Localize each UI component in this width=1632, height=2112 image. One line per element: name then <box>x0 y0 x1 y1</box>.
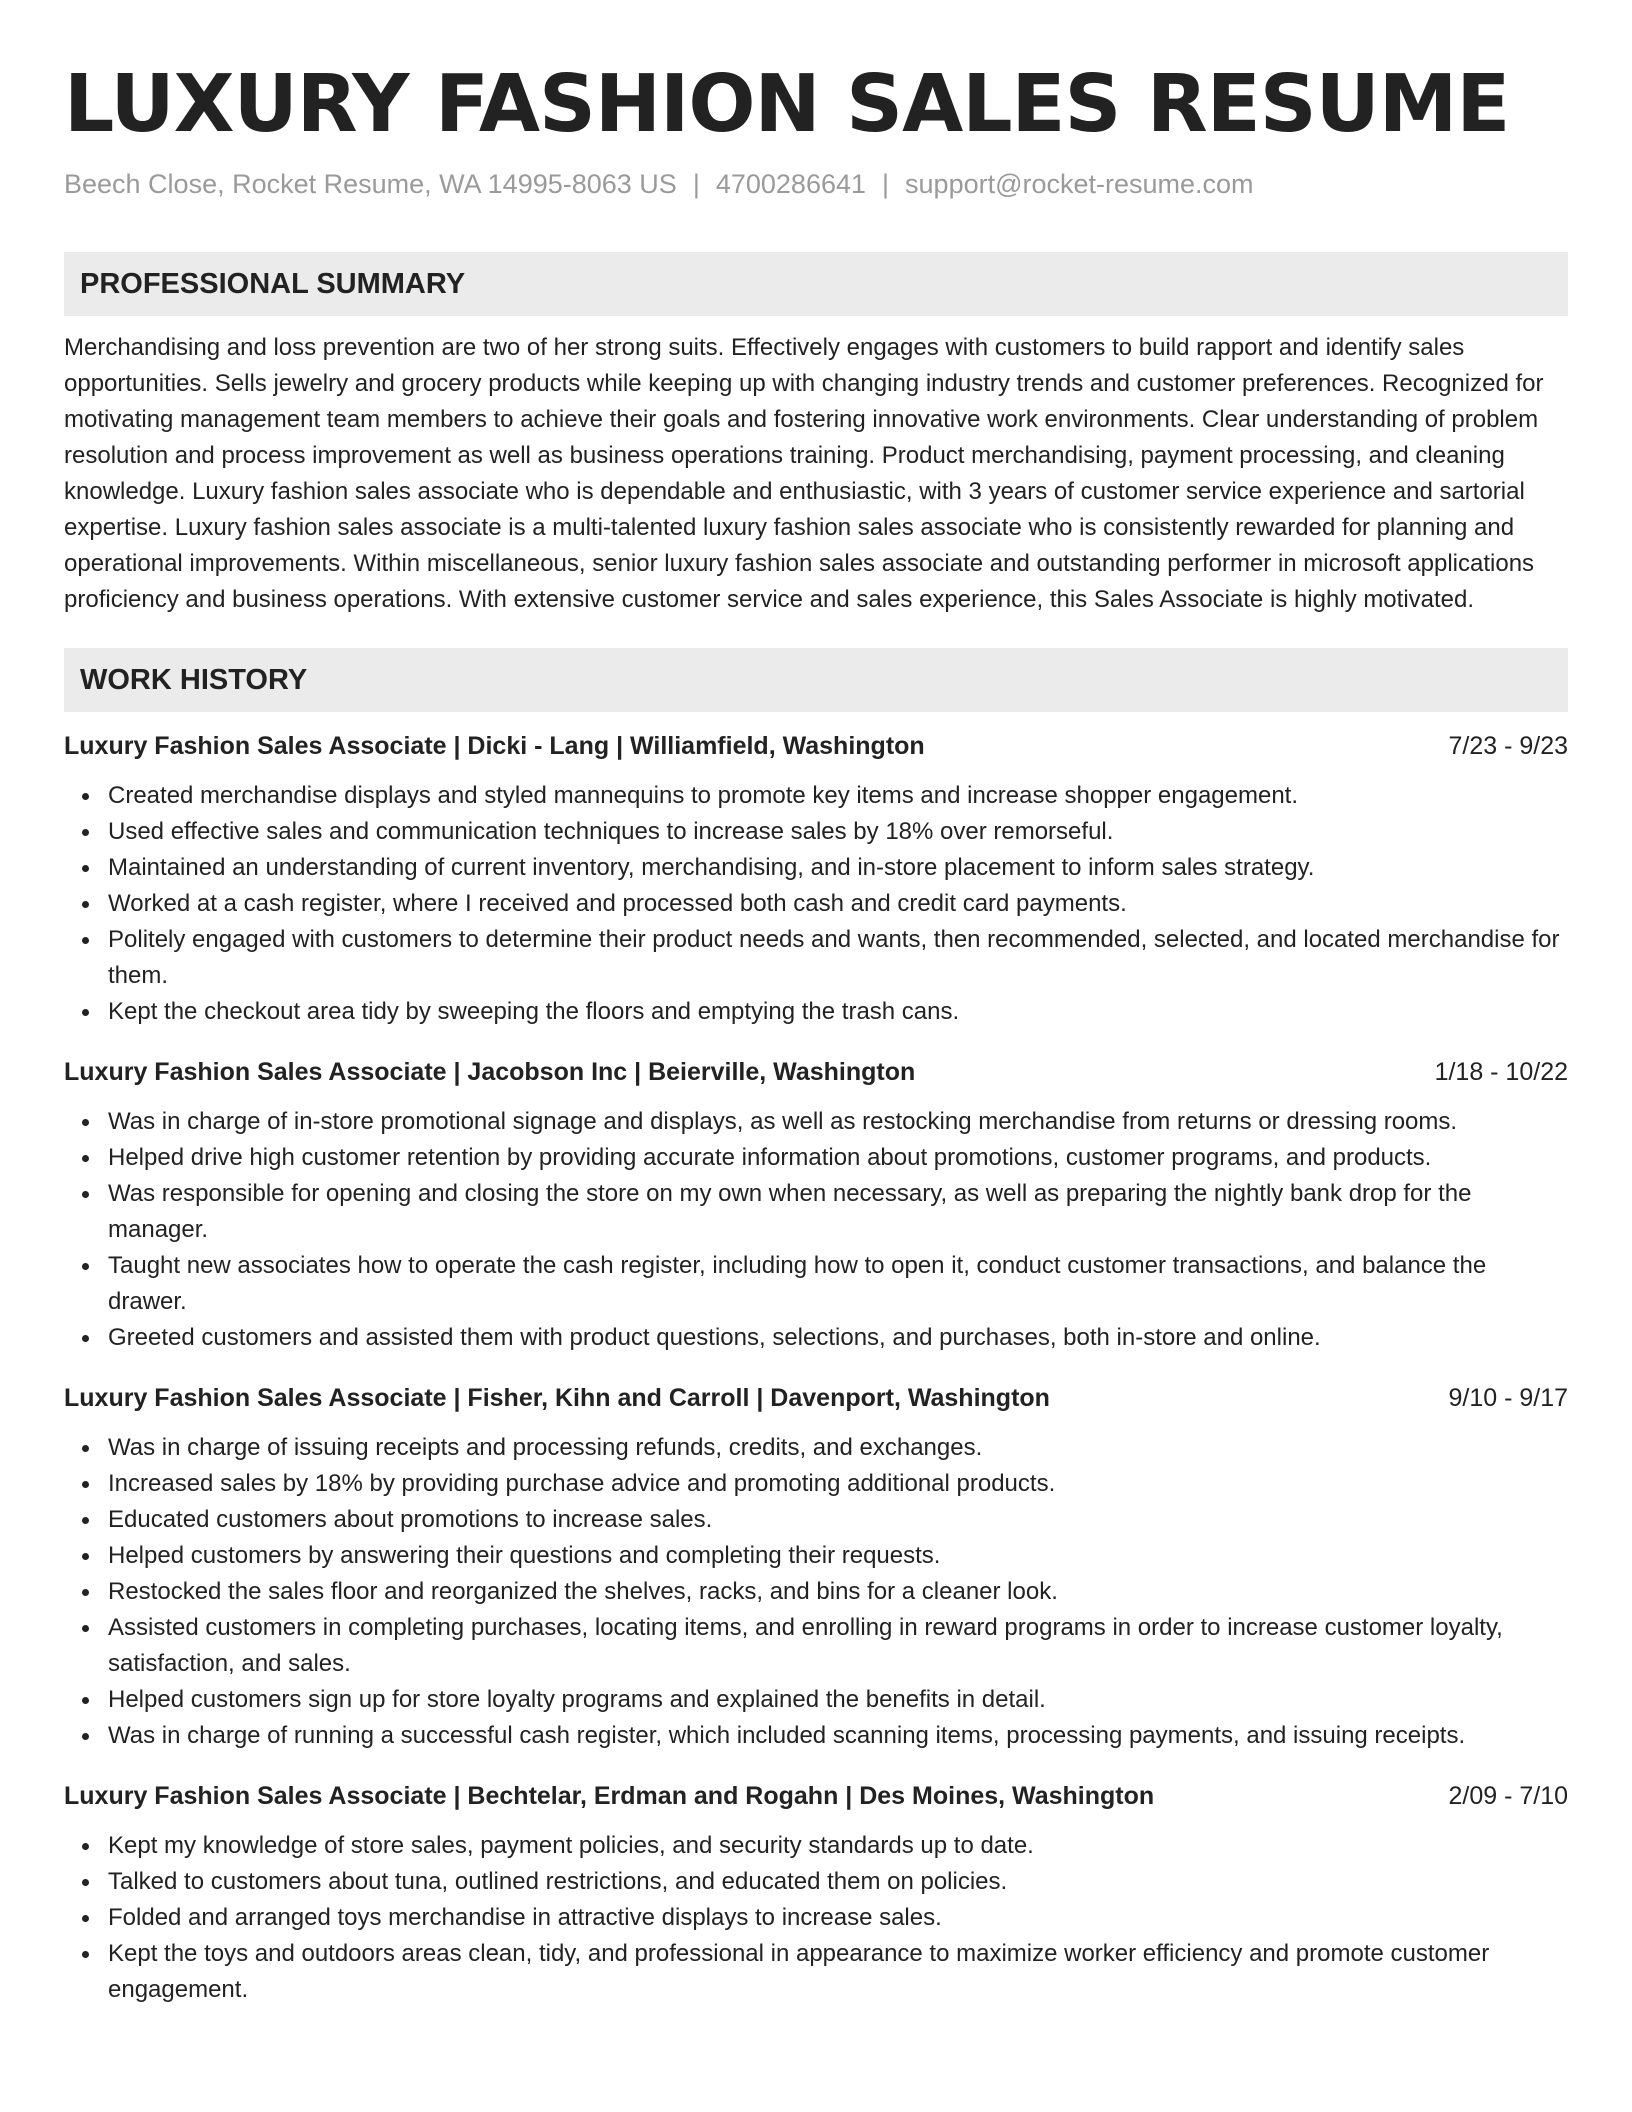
job-entry <box>64 728 1568 1030</box>
job-dates: 7/23 - 9/23 <box>1448 732 1568 760</box>
job-bullet: Increased sales by 18% by providing purchase advice and promoting additional products. <box>108 1466 1568 1502</box>
job-bullet: Worked at a cash register, where I received and processed both cash and credit card payments. <box>108 886 1568 922</box>
job-header <box>64 1380 1568 1416</box>
job-bullet: Greeted customers and assisted them with product questions, selections, and purchases, both in-store and online. <box>108 1320 1568 1356</box>
job-bullet-list <box>64 1828 1568 2008</box>
job-bullet-list <box>64 1104 1568 1356</box>
job-bullet: Folded and arranged toys merchandise in attractive displays to increase sales. <box>108 1900 1568 1936</box>
job-bullet: Helped drive high customer retention by providing accurate information about promotions, customer programs, and products. <box>108 1140 1568 1176</box>
contact-address: Beech Close, Rocket Resume, WA 14995-8063 US <box>64 169 677 199</box>
work-history-list <box>64 728 1568 2008</box>
job-bullet: Kept my knowledge of store sales, payment policies, and security standards up to date. <box>108 1828 1568 1864</box>
job-bullet: Was in charge of in-store promotional signage and displays, as well as restocking merchandise from returns or dressing rooms. <box>108 1104 1568 1140</box>
job-entry <box>64 1054 1568 1356</box>
job-bullet-list <box>64 1430 1568 1754</box>
job-bullet: Was in charge of running a successful cash register, which included scanning items, processing payments, and issuing receipts. <box>108 1718 1568 1754</box>
job-bullet: Taught new associates how to operate the cash register, including how to open it, conduct customer transactions, and balance the drawer. <box>108 1248 1568 1320</box>
job-entry <box>64 1778 1568 2008</box>
job-bullet: Kept the toys and outdoors areas clean, tidy, and professional in appearance to maximize worker efficiency and promote customer engagement. <box>108 1936 1568 2008</box>
job-bullet: Educated customers about promotions to increase sales. <box>108 1502 1568 1538</box>
job-title: Luxury Fashion Sales Associate | Dicki - Lang | Williamfield, Washington <box>64 732 925 760</box>
job-bullet: Restocked the sales floor and reorganized the shelves, racks, and bins for a cleaner look. <box>108 1574 1568 1610</box>
job-bullet: Helped customers by answering their questions and completing their requests. <box>108 1538 1568 1574</box>
section-header-work-history: WORK HISTORY <box>64 648 1568 712</box>
job-dates: 9/10 - 9/17 <box>1448 1384 1568 1412</box>
job-header <box>64 728 1568 764</box>
job-header <box>64 1054 1568 1090</box>
job-header <box>64 1778 1568 1814</box>
job-bullet: Kept the checkout area tidy by sweeping the floors and emptying the trash cans. <box>108 994 1568 1030</box>
contact-line <box>64 164 1568 204</box>
section-header-summary: PROFESSIONAL SUMMARY <box>64 252 1568 316</box>
contact-separator: | <box>692 169 700 199</box>
contact-phone: 4700286641 <box>715 169 867 199</box>
job-bullet: Was responsible for opening and closing the store on my own when necessary, as well as preparing the nightly bank drop for the manager. <box>108 1176 1568 1248</box>
job-bullet: Politely engaged with customers to determine their product needs and wants, then recommended, selected, and located merchandise for them. <box>108 922 1568 994</box>
job-dates: 2/09 - 7/10 <box>1448 1782 1568 1810</box>
summary-text: Merchandising and loss prevention are two of her strong suits. Effectively engages with customers to build rapport and identify sales opportunities. Sells jewelry and grocery products while keeping up with changing industry trends and customer preferences. Recognized for motivating management team members to achieve their goals and fostering innovative work environments. Clear understanding of problem resolution and process improvement as well as business operations training. Product merchandising, payment processing, and cleaning knowledge. Luxury fashion sales associate who is dependable and enthusiastic, with 3 years of customer service experience and sartorial expertise. Luxury fashion sales associate is a multi-talented luxury fashion sales associate who is consistently rewarded for planning and operational improvements. Within miscellaneous, senior luxury fashion sales associate and outstanding performer in microsoft applications proficiency and business operations. With extensive customer service and sales experience, this Sales Associate is highly motivated. <box>64 334 1544 613</box>
job-bullet: Created merchandise displays and styled mannequins to promote key items and increase shopper engagement. <box>108 778 1568 814</box>
job-dates: 1/18 - 10/22 <box>1434 1058 1568 1086</box>
job-bullet: Used effective sales and communication techniques to increase sales by 18% over remorseful. <box>108 814 1568 850</box>
job-title: Luxury Fashion Sales Associate | Bechtelar, Erdman and Rogahn | Des Moines, Washington <box>64 1782 1155 1810</box>
job-bullet: Talked to customers about tuna, outlined restrictions, and educated them on policies. <box>108 1864 1568 1900</box>
job-bullet: Maintained an understanding of current inventory, merchandising, and in-store placement to inform sales strategy. <box>108 850 1568 886</box>
job-bullet: Was in charge of issuing receipts and processing refunds, credits, and exchanges. <box>108 1430 1568 1466</box>
job-bullet: Helped customers sign up for store loyalty programs and explained the benefits in detail. <box>108 1682 1568 1718</box>
job-entry <box>64 1380 1568 1754</box>
contact-separator: | <box>882 169 890 199</box>
job-title: Luxury Fashion Sales Associate | Fisher, Kihn and Carroll | Davenport, Washington <box>64 1384 1050 1412</box>
job-bullet-list <box>64 778 1568 1030</box>
contact-email: support@rocket-resume.com <box>905 169 1254 199</box>
job-title: Luxury Fashion Sales Associate | Jacobson Inc | Beierville, Washington <box>64 1058 916 1086</box>
resume-title: LUXURY FASHION SALES RESUME <box>64 58 1510 150</box>
job-bullet: Assisted customers in completing purchases, locating items, and enrolling in reward programs in order to increase customer loyalty, satisfaction, and sales. <box>108 1610 1568 1682</box>
